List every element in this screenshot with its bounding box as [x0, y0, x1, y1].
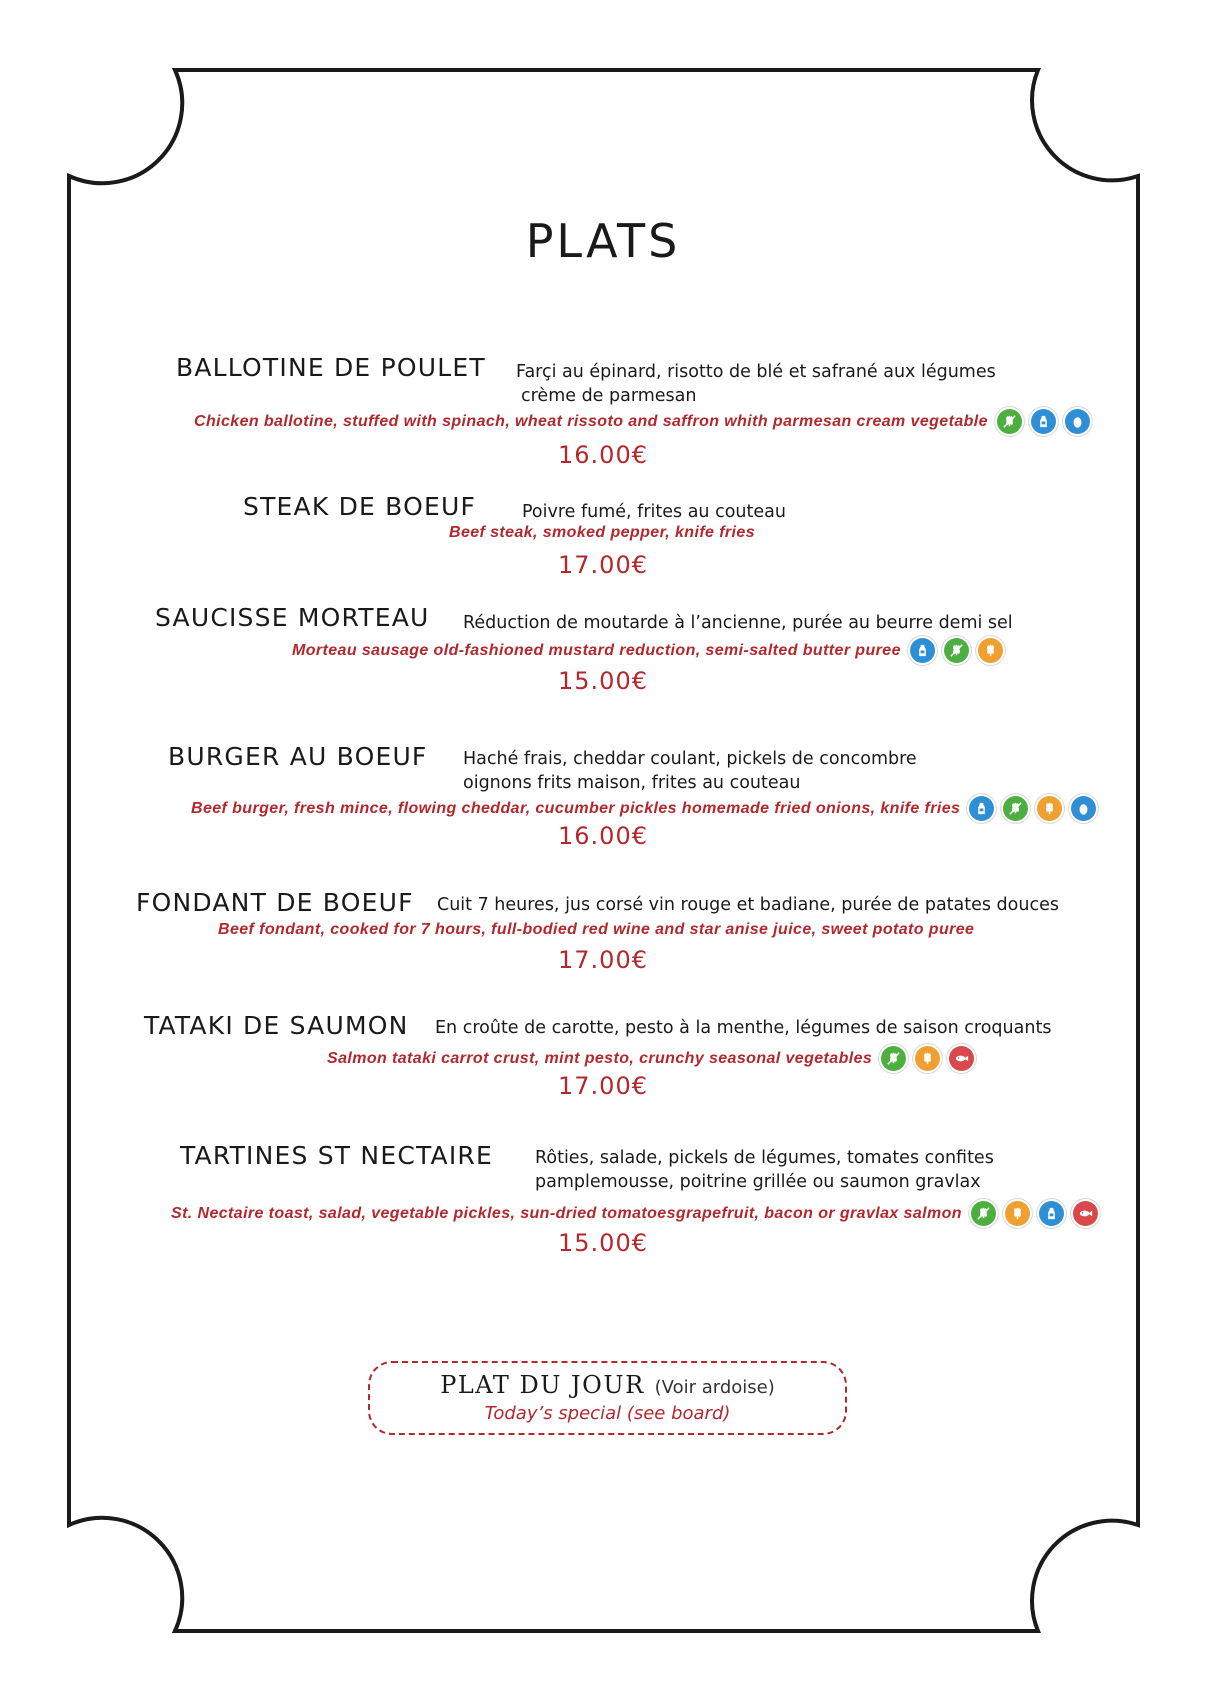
- dish-name: BURGER AU BOEUF: [168, 742, 428, 771]
- dish-english: St. Nectaire toast, salad, vegetable pickles, sun-dried tomatoesgrapefruit, bacon or gravlax salmon: [171, 1204, 962, 1222]
- lactose-icon: [1039, 1201, 1064, 1226]
- dish-name: STEAK DE BOEUF: [243, 492, 477, 521]
- dish-description: Réduction de moutarde à l’ancienne, purée au beurre demi sel: [463, 613, 1013, 633]
- dish-name: FONDANT DE BOEUF: [136, 888, 414, 917]
- gluten-icon: [915, 1046, 940, 1071]
- dish-name: BALLOTINE DE POULET: [176, 353, 486, 382]
- dish-english: Beef steak, smoked pepper, knife fries: [449, 524, 755, 541]
- gluten-free-icon: [997, 409, 1022, 434]
- lactose-icon: [910, 638, 935, 663]
- page-title: PLATS: [525, 214, 681, 268]
- dish-description: Farçi au épinard, risotto de blé et safrané aux légumes: [516, 362, 996, 382]
- dish-price: 17.00€: [558, 1072, 648, 1100]
- allergen-icons: [910, 638, 1003, 663]
- lactose-icon: [1031, 409, 1056, 434]
- fish-icon: [1073, 1201, 1098, 1226]
- dish-english: Morteau sausage old-fashioned mustard reduction, semi-salted butter puree: [292, 641, 901, 659]
- gluten-icon: [1037, 796, 1062, 821]
- gluten-free-icon: [881, 1046, 906, 1071]
- gluten-icon: [1005, 1201, 1030, 1226]
- dish-english: Beef fondant, cooked for 7 hours, full-bodied red wine and star anise juice, sweet potato puree: [218, 921, 975, 938]
- allergen-icons: [881, 1046, 974, 1071]
- dish-description: Poivre fumé, frites au couteau: [522, 502, 786, 522]
- egg-icon: [1065, 409, 1090, 434]
- dish-name: SAUCISSE MORTEAU: [155, 603, 430, 632]
- dish-description: En croûte de carotte, pesto à la menthe, légumes de saison croquants: [435, 1018, 1052, 1038]
- dish-description: pamplemousse, poitrine grillée ou saumon gravlax: [535, 1172, 981, 1192]
- dish-price: 17.00€: [558, 551, 648, 579]
- dish-description: Rôties, salade, pickels de légumes, tomates confites: [535, 1148, 994, 1168]
- fish-icon: [949, 1046, 974, 1071]
- lactose-icon: [969, 796, 994, 821]
- daily-special-title: PLAT DU JOUR: [440, 1371, 645, 1399]
- dish-name: TARTINES ST NECTAIRE: [180, 1141, 493, 1170]
- daily-special-box: [368, 1361, 847, 1435]
- dish-price: 17.00€: [558, 946, 648, 974]
- dish-price: 16.00€: [558, 822, 648, 850]
- dish-description: Haché frais, cheddar coulant, pickels de concombre: [463, 749, 917, 769]
- dish-english: Chicken ballotine, stuffed with spinach, wheat rissoto and saffron whith parmesan cream vegetable: [194, 412, 988, 430]
- allergen-icons: [997, 409, 1090, 434]
- gluten-free-icon: [971, 1201, 996, 1226]
- gluten-icon: [978, 638, 1003, 663]
- dish-description: Cuit 7 heures, jus corsé vin rouge et badiane, purée de patates douces: [437, 895, 1059, 915]
- dish-description: crème de parmesan: [521, 386, 697, 406]
- dish-name: TATAKI DE SAUMON: [144, 1011, 409, 1040]
- egg-icon: [1071, 796, 1096, 821]
- gluten-free-icon: [1003, 796, 1028, 821]
- allergen-icons: [969, 796, 1096, 821]
- dish-price: 15.00€: [558, 1229, 648, 1257]
- allergen-icons: [971, 1201, 1098, 1226]
- daily-special-note: (Voir ardoise): [654, 1377, 775, 1398]
- dish-english: Salmon tataki carrot crust, mint pesto, crunchy seasonal vegetables: [327, 1049, 873, 1067]
- dish-english: Beef burger, fresh mince, flowing cheddar, cucumber pickles homemade fried onions, knife fries: [191, 799, 961, 817]
- dish-price: 16.00€: [558, 441, 648, 469]
- dish-description: oignons frits maison, frites au couteau: [463, 773, 801, 793]
- gluten-free-icon: [944, 638, 969, 663]
- daily-special-english: Today’s special (see board): [484, 1403, 731, 1424]
- dish-price: 15.00€: [558, 667, 648, 695]
